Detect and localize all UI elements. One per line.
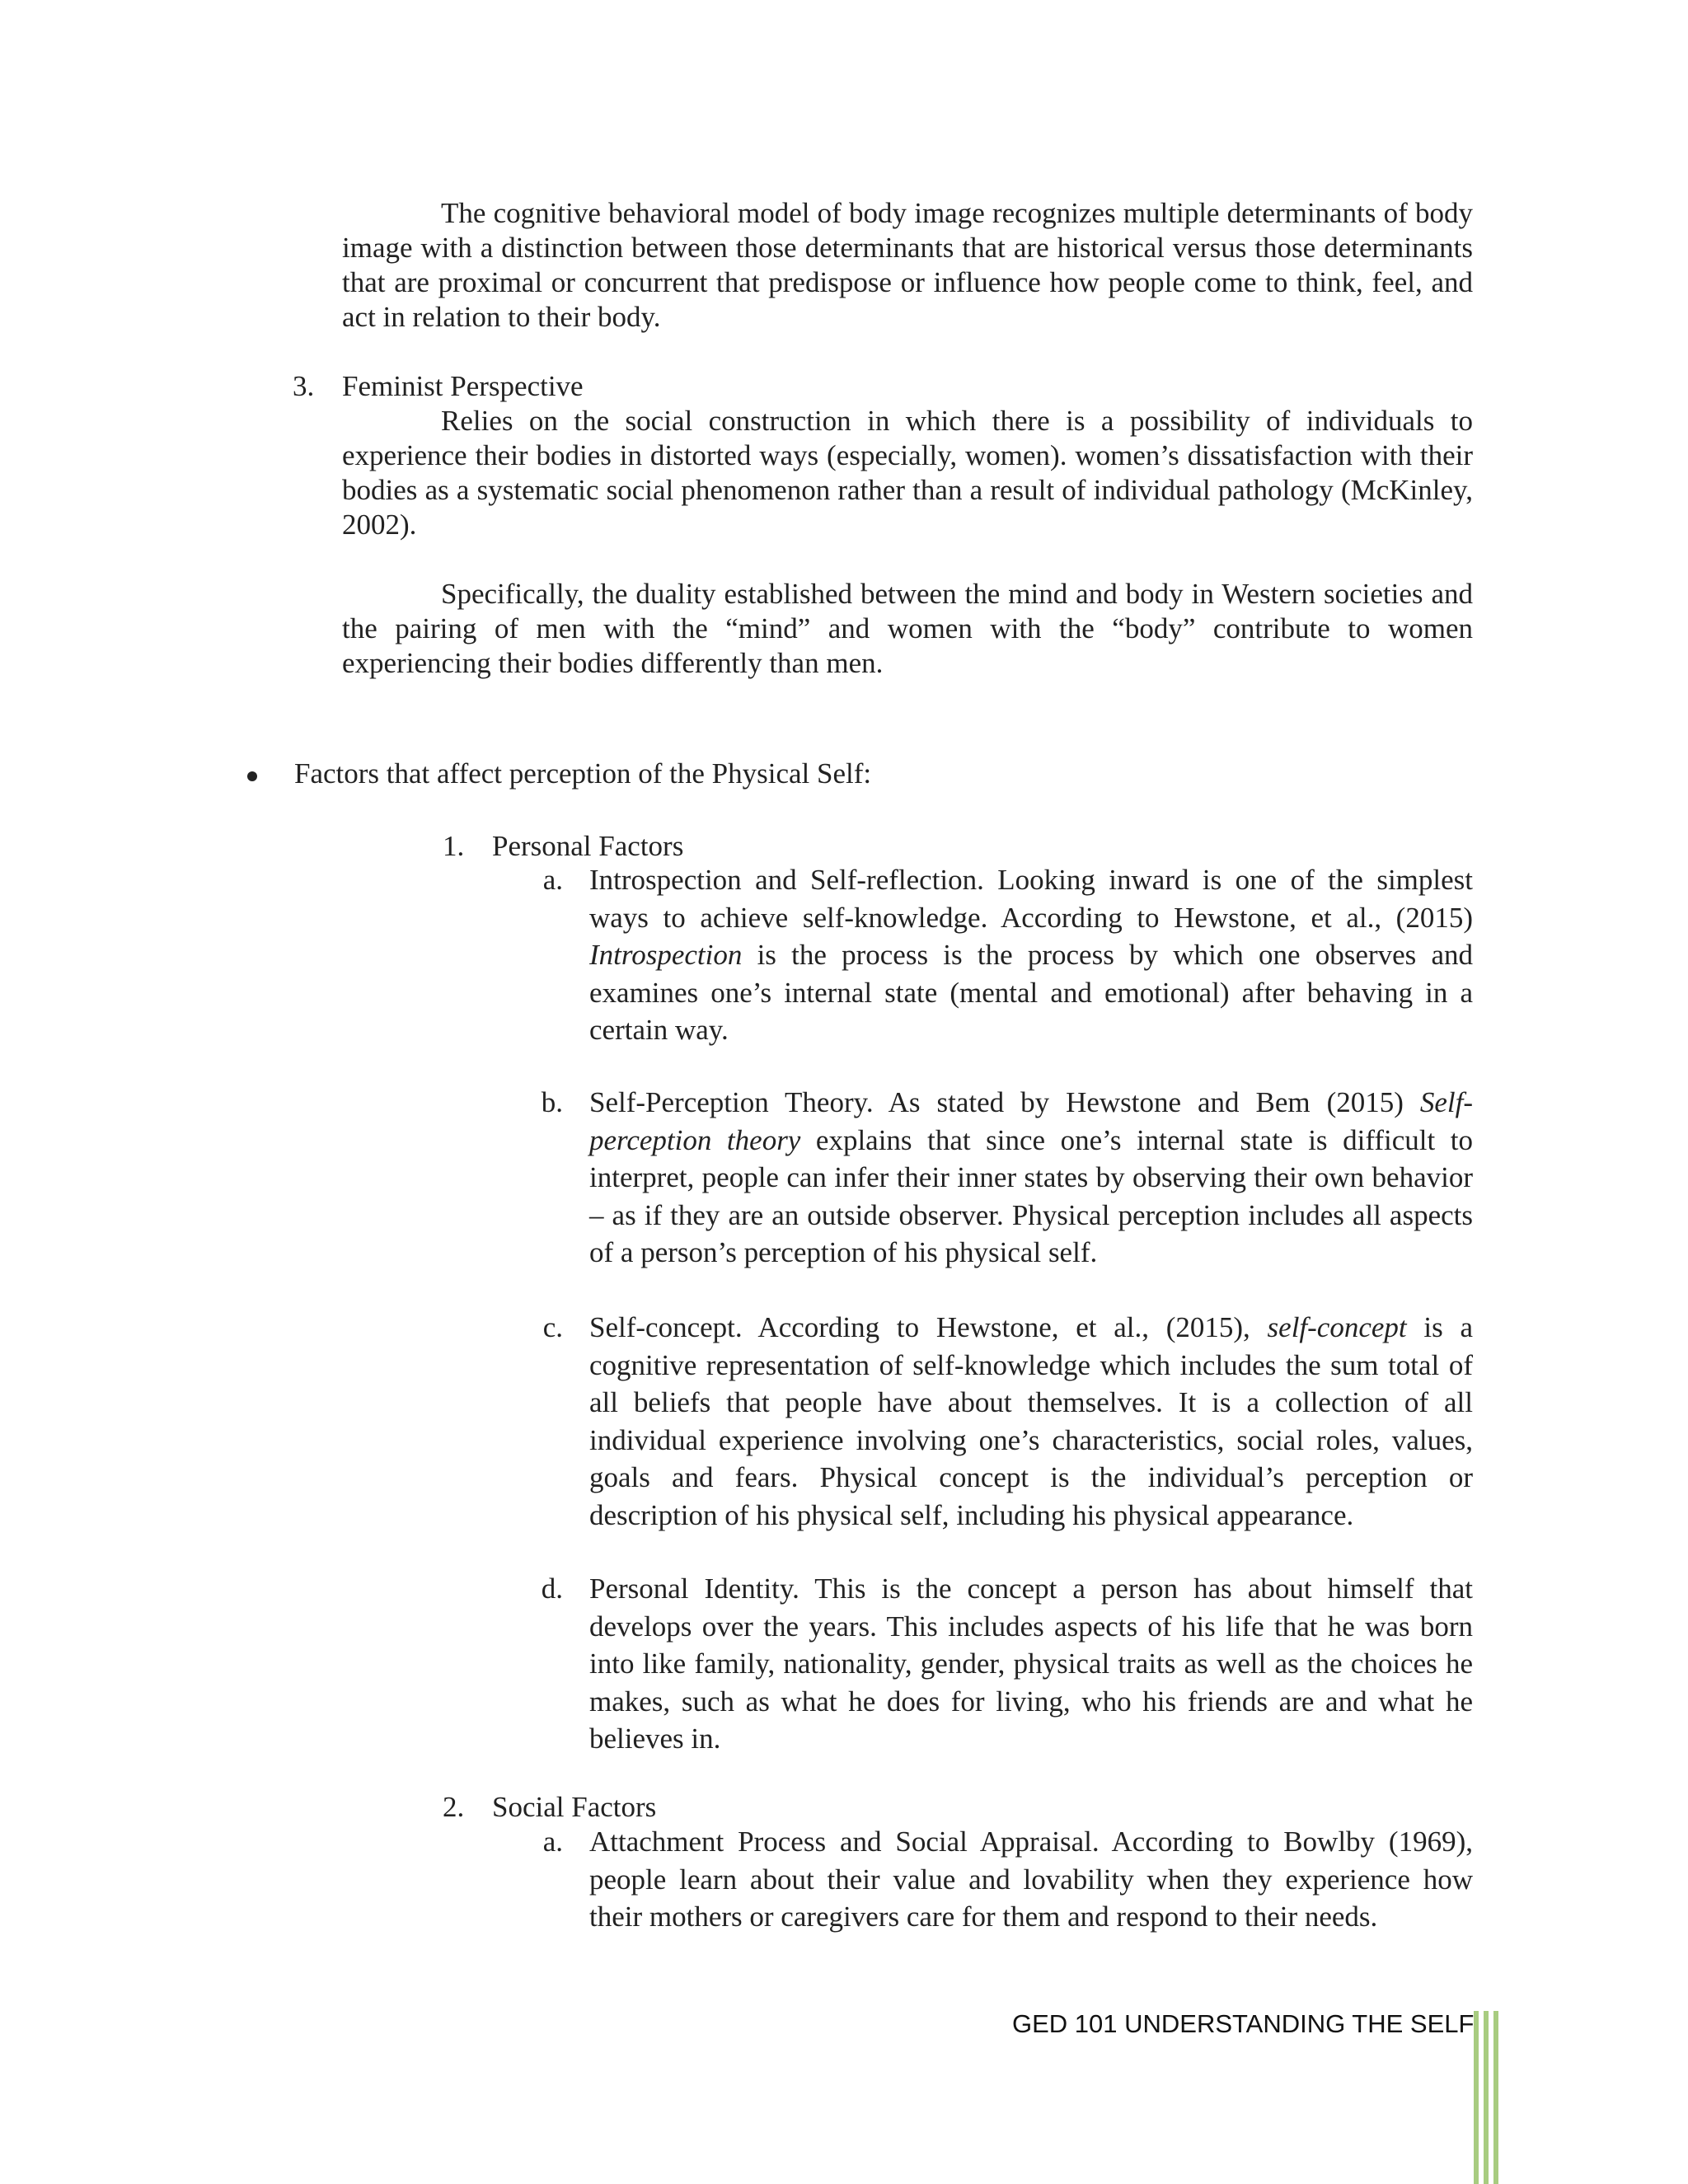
- paragraph-cognitive-model: The cognitive behavioral model of body image recognizes multiple determinants of body image with a distinction between those determinants that are historical versus those determinants that are proximal or concurrent that predispose or influence how people come to think, feel, and act in relation to their body.: [342, 197, 1473, 333]
- item-attachment-process: Attachment Process and Social Appraisal. According to Bowlby (1969), people learn about their value and lovability when they experience how their mothers or caregivers care for them and respond to their needs.: [589, 1825, 1473, 1933]
- paragraph-feminist-2: Specifically, the duality established between the mind and body in Western societies and the pairing of men with the “mind” and women with the “body” contribute to women experiencing their bodies differently than men.: [342, 578, 1473, 679]
- item-personal-identity: Personal Identity. This is the concept a person has about himself that develops over the years. This includes aspects of his life that he was born into like family, nationality, gender, physical traits as well as the choices he makes, such as what he does for living, who his friends are and what he believes in.: [589, 1572, 1473, 1755]
- heading-social-factors: Social Factors: [492, 1791, 657, 1823]
- item-marker-d: d.: [541, 1572, 563, 1605]
- item-self-concept: Self-concept. According to Hewstone, et al., (2015), self-concept is a cognitive representation of self-knowledge which includes the sum total of all beliefs that people have about themselves. It is a collection of all individual experience involving one’s characteristics, social roles, values, goals and fears. Physical concept is the individual’s perception or description of his physical self, including his physical appearance.: [589, 1311, 1473, 1531]
- item-self-perception-theory: Self-Perception Theory. As stated by Hewstone and Bem (2015) Self-perception theory explains that since one’s internal state is difficult to interpret, people can infer their inner states by observing their own behavior – as if they are an outside observer. Physical perception includes all aspects of a person’s perception of his physical self.: [589, 1086, 1473, 1268]
- item-marker-c: c.: [542, 1311, 563, 1343]
- item-marker-social-a: a.: [542, 1825, 563, 1858]
- item-introspection: Introspection and Self-reflection. Looking inward is one of the simplest ways to achieve self-knowledge. According to Hewstone, et al., (2015) Introspection is the process is the process by which one observes and examines one’s internal state (mental and emotional) after behaving in a certain way.: [589, 864, 1473, 1046]
- bullet-icon: [247, 771, 257, 781]
- footer-bar: [1474, 2011, 1479, 2184]
- heading-factors: Factors that affect perception of the Physical Self:: [294, 757, 872, 790]
- item-marker-b: b.: [541, 1086, 563, 1118]
- heading-feminist-perspective: Feminist Perspective: [342, 370, 584, 402]
- footer-course-title: GED 101 UNDERSTANDING THE SELF: [1012, 2009, 1475, 2038]
- list-number-feminist: 3.: [293, 370, 315, 402]
- list-number-social: 2.: [443, 1791, 465, 1823]
- heading-personal-factors: Personal Factors: [492, 830, 684, 862]
- footer-bar: [1493, 2011, 1498, 2184]
- paragraph-feminist-1: Relies on the social construction in which there is a possibility of individuals to experience their bodies in distorted ways (especially, women). women’s dissatisfaction with their bodies as a systematic social phenomenon rather than a result of individual pathology (McKinley, 2002).: [342, 405, 1473, 541]
- item-marker-a: a.: [542, 864, 563, 896]
- footer-bar: [1484, 2011, 1489, 2184]
- list-number-personal: 1.: [443, 830, 465, 862]
